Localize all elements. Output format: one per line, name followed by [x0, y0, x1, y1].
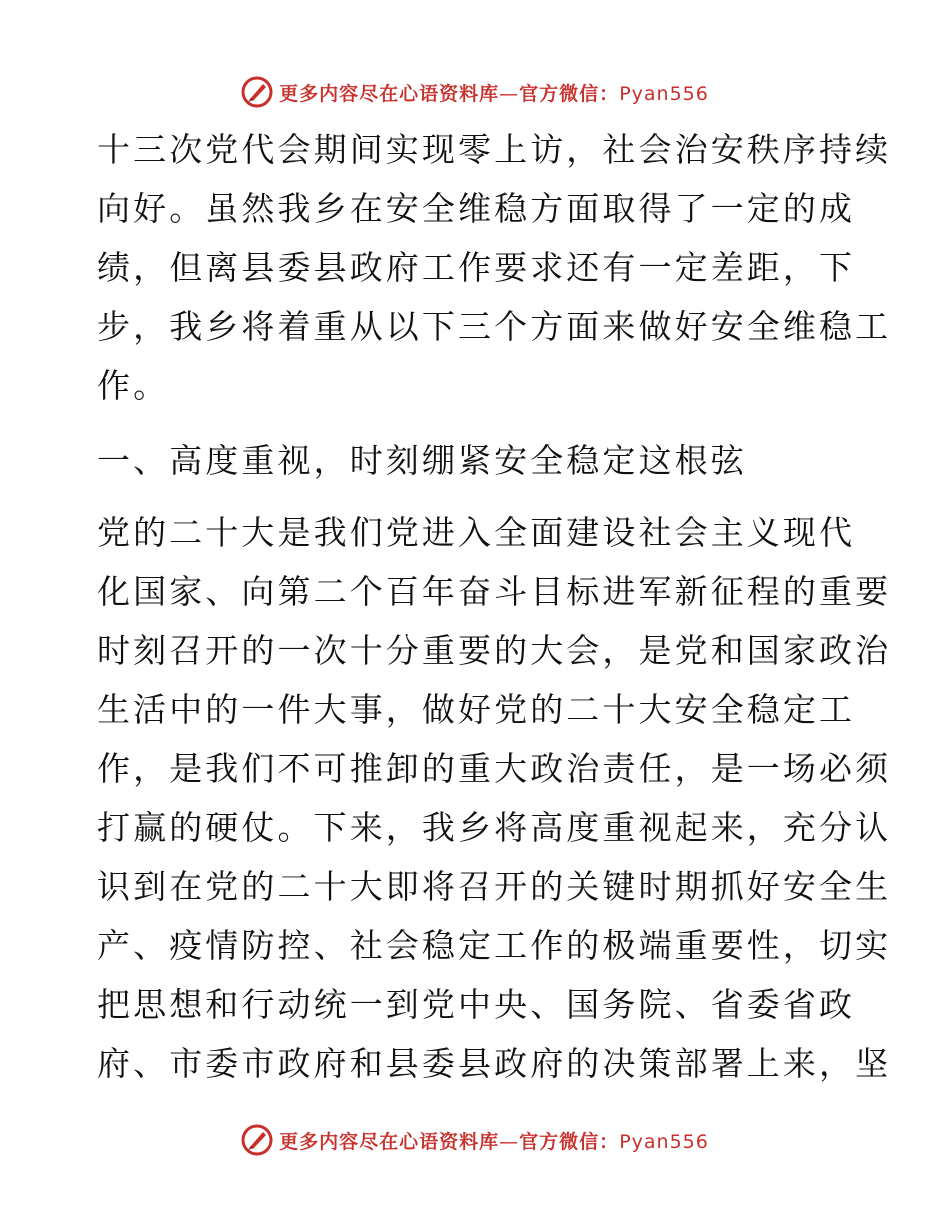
watermark-text: 更多内容尽在心语资料库—官方微信：Pyan556: [279, 1130, 709, 1153]
document-body: [97, 120, 892, 1093]
paragraph-line: 打赢的硬仗。下来，我乡将高度重视起来，充分认: [97, 808, 892, 847]
watermark-text: 更多内容尽在心语资料库—官方微信：Pyan556: [279, 82, 709, 105]
paragraph-line: 生活中的一件大事，做好党的二十大安全稳定工: [97, 690, 856, 729]
paragraph-line: 作。: [97, 366, 170, 405]
paragraph-line: 府、市委市政府和县委县政府的决策部署上来，坚: [97, 1044, 892, 1083]
section-heading: 一、高度重视，时刻绷紧安全稳定这根弦: [97, 441, 747, 480]
paragraph-line: 识到在党的二十大即将召开的关键时期抓好安全生: [97, 867, 892, 906]
paragraph-line: 时刻召开的一次十分重要的大会，是党和国家政治: [97, 631, 892, 670]
paragraph-line: 十三次党代会期间实现零上访，社会治安秩序持续: [97, 130, 892, 169]
paragraph-line: 绩，但离县委县政府工作要求还有一定差距，下: [97, 248, 856, 287]
paragraph-line: 把思想和行动统一到党中央、国务院、省委省政: [97, 985, 856, 1024]
header-watermark: [0, 72, 950, 112]
quill-pen-logo-icon: [241, 1124, 273, 1156]
footer-watermark: [0, 1120, 950, 1160]
quill-pen-logo-icon: [241, 76, 273, 108]
paragraph-line: 步，我乡将着重从以下三个方面来做好安全维稳工: [97, 307, 892, 346]
paragraph-line: 党的二十大是我们党进入全面建设社会主义现代: [97, 513, 856, 552]
paragraph-line: 化国家、向第二个百年奋斗目标进军新征程的重要: [97, 572, 892, 611]
paragraph-line: 向好。虽然我乡在安全维稳方面取得了一定的成: [97, 189, 856, 228]
paragraph-line: 作，是我们不可推卸的重大政治责任，是一场必须: [97, 749, 892, 788]
paragraph-line: 产、疫情防控、社会稳定工作的极端重要性，切实: [97, 926, 892, 965]
